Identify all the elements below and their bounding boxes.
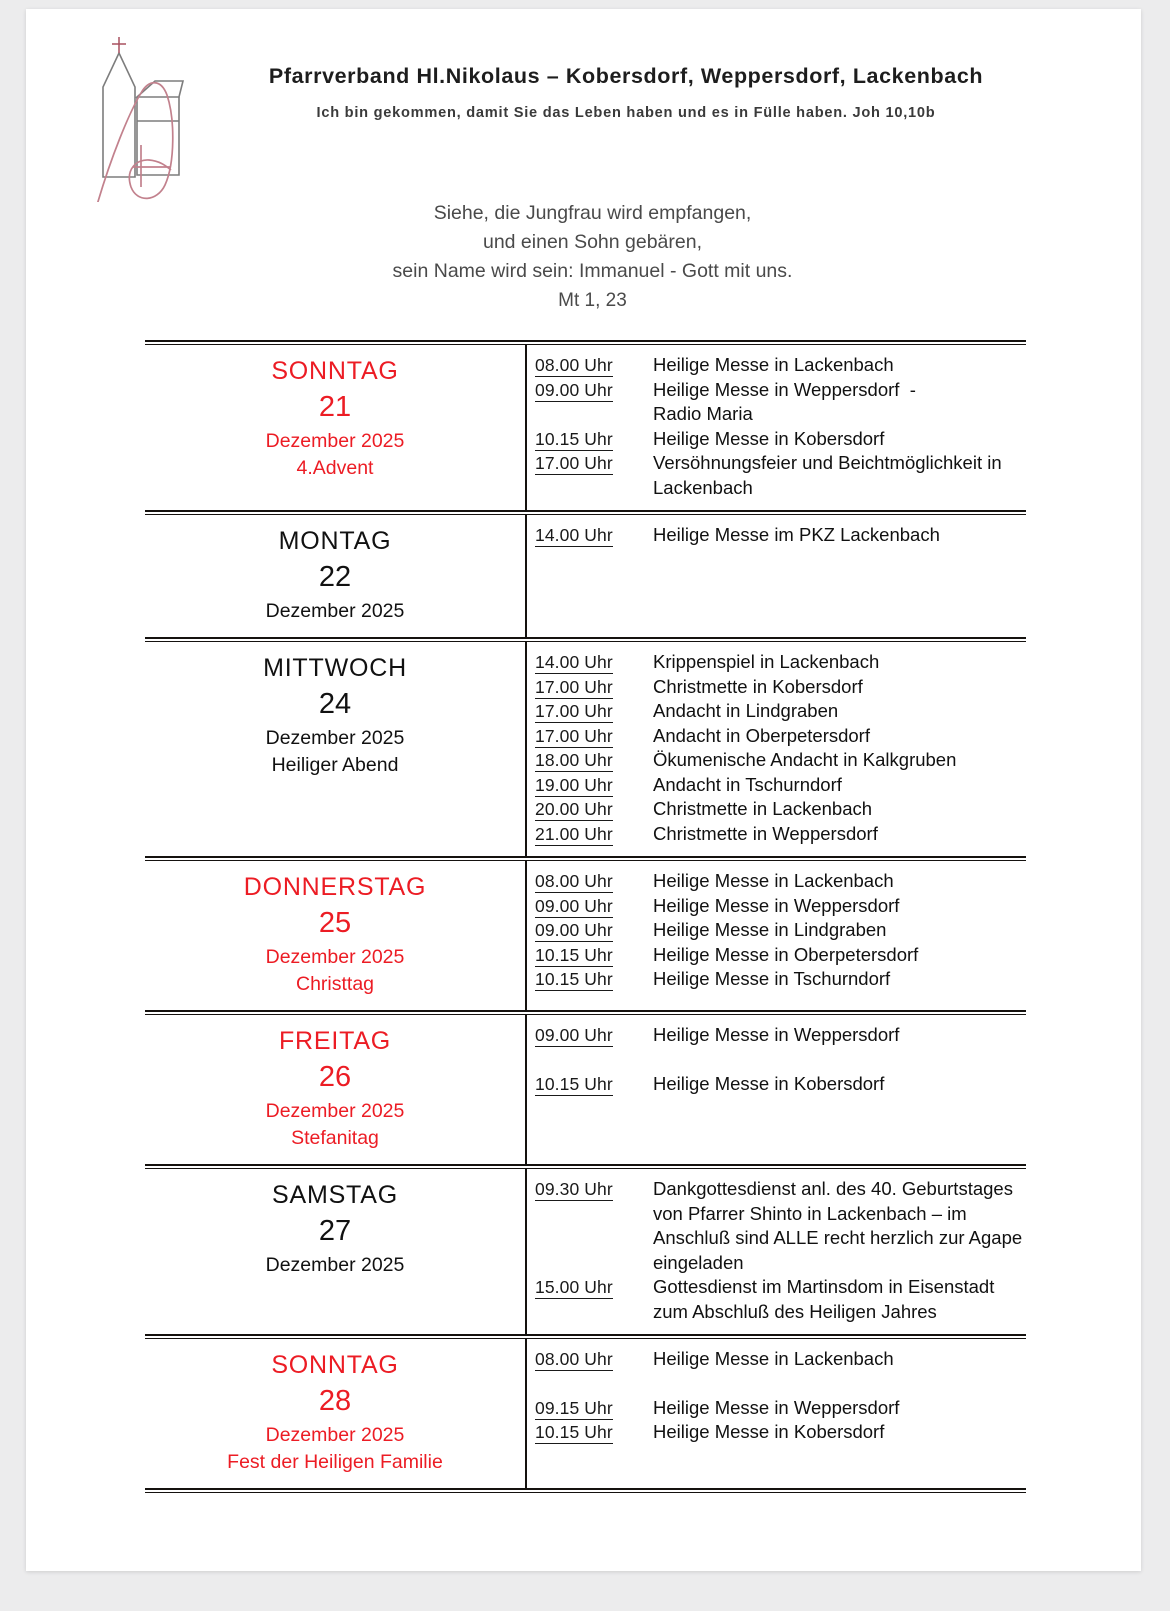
date-cell	[145, 345, 527, 510]
event-row	[535, 943, 1026, 968]
event-row	[535, 402, 1026, 427]
event-description: Heilige Messe in Kobersdorf	[653, 427, 885, 449]
event-row	[535, 1420, 1026, 1445]
event-time-text: 15.00 Uhr	[535, 1277, 613, 1297]
event-row	[535, 967, 1026, 992]
event-description: Christmette in Weppersdorf	[653, 822, 878, 844]
day-number: 22	[318, 561, 352, 593]
event-time	[535, 894, 639, 919]
month-year-label: Dezember 2025	[265, 727, 405, 749]
event-row	[535, 748, 1026, 773]
event-description: eingeladen	[653, 1251, 744, 1273]
event-time-text: 10.15 Uhr	[535, 428, 613, 449]
verse-line-1: Siehe, die Jungfrau wird empfangen,	[433, 202, 752, 224]
day-number: 26	[318, 1061, 352, 1093]
event-description: Heilige Messe in Weppersdorf	[653, 1024, 900, 1045]
feast-label: Christtag	[295, 973, 375, 995]
event-row	[535, 699, 1026, 724]
date-cell	[145, 515, 527, 637]
event-row	[535, 1251, 1026, 1276]
event-time	[535, 773, 639, 798]
event-description: Heilige Messe in Lindgraben	[653, 919, 887, 940]
event-description: Andacht in Lindgraben	[653, 700, 839, 721]
feast-label: Fest der Heiligen Familie	[227, 1451, 443, 1473]
month-year-label: Dezember 2025	[265, 600, 405, 622]
event-description: Gottesdienst im Martinsdom in Eisenstadt	[653, 1276, 995, 1297]
header-text-block	[206, 64, 1046, 121]
event-description: Lackenbach	[653, 476, 753, 498]
schedule-day-row	[145, 1339, 1026, 1488]
event-time-text: 10.15 Uhr	[535, 1073, 613, 1094]
event-description: Heilige Messe in Weppersdorf	[653, 1396, 900, 1418]
weekday-label: MONTAG	[278, 527, 392, 555]
event-time-text: 19.00 Uhr	[535, 774, 613, 795]
event-spacer	[535, 1372, 1026, 1396]
event-spacer	[535, 1048, 1026, 1072]
event-time-text: 18.00 Uhr	[535, 750, 613, 770]
event-description: zum Abschluß des Heiligen Jahres	[653, 1300, 937, 1322]
event-time-text: 17.00 Uhr	[535, 676, 613, 697]
event-time	[535, 1347, 639, 1372]
events-cell	[527, 861, 1026, 1010]
event-description: von Pfarrer Shinto in Lackenbach – im	[653, 1202, 967, 1224]
event-time	[535, 724, 639, 749]
event-description: Heilige Messe in Oberpetersdorf	[653, 943, 919, 965]
event-row	[535, 650, 1026, 675]
event-row	[535, 1023, 1026, 1048]
event-row	[535, 523, 1026, 548]
church-logo	[75, 27, 205, 202]
events-cell	[527, 642, 1026, 856]
event-row	[535, 1300, 1026, 1325]
event-time	[535, 1420, 639, 1445]
event-time	[535, 675, 639, 700]
event-time-text: 09.30 Uhr	[535, 1179, 613, 1199]
event-time-text: 10.15 Uhr	[535, 1422, 613, 1442]
event-time-text: 08.00 Uhr	[535, 355, 613, 375]
date-cell	[145, 1339, 527, 1488]
month-year-label: Dezember 2025	[265, 1100, 405, 1122]
bible-verse	[26, 199, 1141, 315]
events-cell	[527, 1169, 1026, 1334]
event-row	[535, 1226, 1026, 1251]
weekday-label: SONNTAG	[271, 1351, 399, 1379]
event-description: Heilige Messe in Kobersdorf	[653, 1421, 885, 1442]
events-cell	[527, 1015, 1026, 1164]
event-time-text: 09.00 Uhr	[535, 895, 613, 916]
event-description: Heilige Messe in Lackenbach	[653, 1348, 894, 1369]
verse-line-2: und einen Sohn gebären,	[482, 231, 703, 253]
event-description: Radio Maria	[653, 403, 753, 424]
event-time	[535, 451, 639, 476]
day-number: 24	[318, 688, 352, 720]
event-time	[535, 943, 639, 968]
event-time-text: 17.00 Uhr	[535, 725, 613, 746]
date-cell	[145, 1169, 527, 1334]
verse-line-3: sein Name wird sein: Immanuel - Gott mit uns.	[392, 260, 793, 282]
event-description: Krippenspiel in Lackenbach	[653, 651, 880, 672]
event-description: Andacht in Oberpetersdorf	[653, 724, 870, 746]
event-time-text: 09.00 Uhr	[535, 1025, 613, 1045]
event-description: Heilige Messe im PKZ Lackenbach	[653, 524, 940, 545]
event-row	[535, 724, 1026, 749]
event-description: Versöhnungsfeier und Beichtmöglichkeit in	[653, 452, 1002, 473]
date-cell	[145, 1015, 527, 1164]
event-row	[535, 1072, 1026, 1097]
events-cell	[527, 1339, 1026, 1488]
event-time	[535, 1023, 639, 1048]
schedule-day-row	[145, 515, 1026, 637]
event-row	[535, 476, 1026, 501]
event-row	[535, 451, 1026, 476]
event-time-text: 17.00 Uhr	[535, 453, 613, 473]
event-row	[535, 427, 1026, 452]
day-number: 25	[318, 907, 352, 939]
feast-label: Heiliger Abend	[271, 754, 399, 776]
organization-motto: Ich bin gekommen, damit Sie das Leben haben und es in Fülle haben. Joh 10,10b	[316, 105, 936, 121]
event-row	[535, 1177, 1026, 1202]
event-time	[535, 822, 639, 847]
mass-schedule-table	[145, 340, 1026, 1493]
month-year-label: Dezember 2025	[265, 946, 405, 968]
schedule-day-row	[145, 345, 1026, 510]
event-time	[535, 523, 639, 548]
table-bottom-rule	[145, 1488, 1026, 1493]
event-time-text: 09.15 Uhr	[535, 1397, 613, 1418]
date-cell	[145, 861, 527, 1010]
event-time	[535, 378, 639, 403]
event-time-text: 20.00 Uhr	[535, 799, 613, 819]
document-page	[26, 9, 1141, 1571]
event-time	[535, 1396, 639, 1421]
event-time-text: 08.00 Uhr	[535, 1349, 613, 1369]
event-description: Heilige Messe in Tschurndorf	[653, 968, 891, 989]
event-row	[535, 1275, 1026, 1300]
event-row	[535, 675, 1026, 700]
month-year-label: Dezember 2025	[265, 1424, 405, 1446]
schedule-rows	[145, 345, 1026, 1493]
month-year-label: Dezember 2025	[265, 430, 405, 452]
weekday-label: DONNERSTAG	[243, 873, 427, 901]
event-row	[535, 773, 1026, 798]
event-time	[535, 1072, 639, 1097]
event-description: Heilige Messe in Weppersdorf -	[653, 378, 916, 400]
event-time	[535, 699, 639, 724]
weekday-label: FREITAG	[278, 1027, 392, 1055]
event-description: Anschluß sind ALLE recht herzlich zur Agape	[653, 1227, 1023, 1248]
month-year-label: Dezember 2025	[265, 1254, 405, 1276]
weekday-label: MITTWOCH	[263, 654, 407, 682]
event-time	[535, 1275, 639, 1300]
schedule-day-row	[145, 642, 1026, 856]
event-time	[535, 869, 639, 894]
event-row	[535, 353, 1026, 378]
event-description: Heilige Messe in Lackenbach	[653, 870, 894, 891]
event-time	[535, 918, 639, 943]
event-row	[535, 918, 1026, 943]
event-description: Christmette in Lackenbach	[653, 798, 873, 819]
event-time-text: 09.00 Uhr	[535, 379, 613, 400]
event-row	[535, 1202, 1026, 1227]
schedule-day-row	[145, 1015, 1026, 1164]
event-description: Dankgottesdienst anl. des 40. Geburtstages	[653, 1178, 1013, 1199]
day-number: 21	[318, 391, 352, 423]
weekday-label: SONNTAG	[271, 357, 399, 385]
event-description: Heilige Messe in Lackenbach	[653, 354, 894, 375]
day-number: 28	[318, 1385, 352, 1417]
event-time	[535, 748, 639, 773]
event-description: Heilige Messe in Weppersdorf	[653, 894, 900, 916]
event-row	[535, 378, 1026, 403]
event-time-text: 14.00 Uhr	[535, 652, 613, 672]
event-time	[535, 797, 639, 822]
date-cell	[145, 642, 527, 856]
event-time	[535, 650, 639, 675]
event-description: Christmette in Kobersdorf	[653, 675, 863, 697]
event-time-text: 14.00 Uhr	[535, 525, 613, 545]
event-row	[535, 1396, 1026, 1421]
event-time	[535, 1177, 639, 1202]
event-description: Ökumenische Andacht in Kalkgruben	[653, 749, 957, 770]
event-row	[535, 822, 1026, 847]
event-time-text: 10.15 Uhr	[535, 969, 613, 989]
event-row	[535, 894, 1026, 919]
event-row	[535, 869, 1026, 894]
event-time	[535, 427, 639, 452]
event-time-text: 09.00 Uhr	[535, 920, 613, 940]
events-cell	[527, 515, 1026, 637]
event-description: Heilige Messe in Kobersdorf	[653, 1072, 885, 1094]
verse-reference: Mt 1, 23	[558, 290, 627, 311]
event-time	[535, 353, 639, 378]
event-time	[535, 967, 639, 992]
schedule-day-row	[145, 1169, 1026, 1334]
event-row	[535, 797, 1026, 822]
events-cell	[527, 345, 1026, 510]
event-time-text: 08.00 Uhr	[535, 871, 613, 891]
event-row	[535, 1347, 1026, 1372]
schedule-day-row	[145, 861, 1026, 1010]
feast-label: Stefanitag	[291, 1127, 379, 1149]
event-description: Andacht in Tschurndorf	[653, 773, 842, 795]
day-number: 27	[318, 1215, 352, 1247]
organization-title: Pfarrverband Hl.Nikolaus – Kobersdorf, Weppersdorf, Lackenbach	[268, 64, 984, 88]
weekday-label: SAMSTAG	[272, 1181, 398, 1209]
feast-label: 4.Advent	[296, 457, 374, 479]
event-time-text: 21.00 Uhr	[535, 823, 613, 844]
document-header	[26, 9, 1141, 194]
event-time-text: 17.00 Uhr	[535, 701, 613, 721]
event-time-text: 10.15 Uhr	[535, 944, 613, 965]
